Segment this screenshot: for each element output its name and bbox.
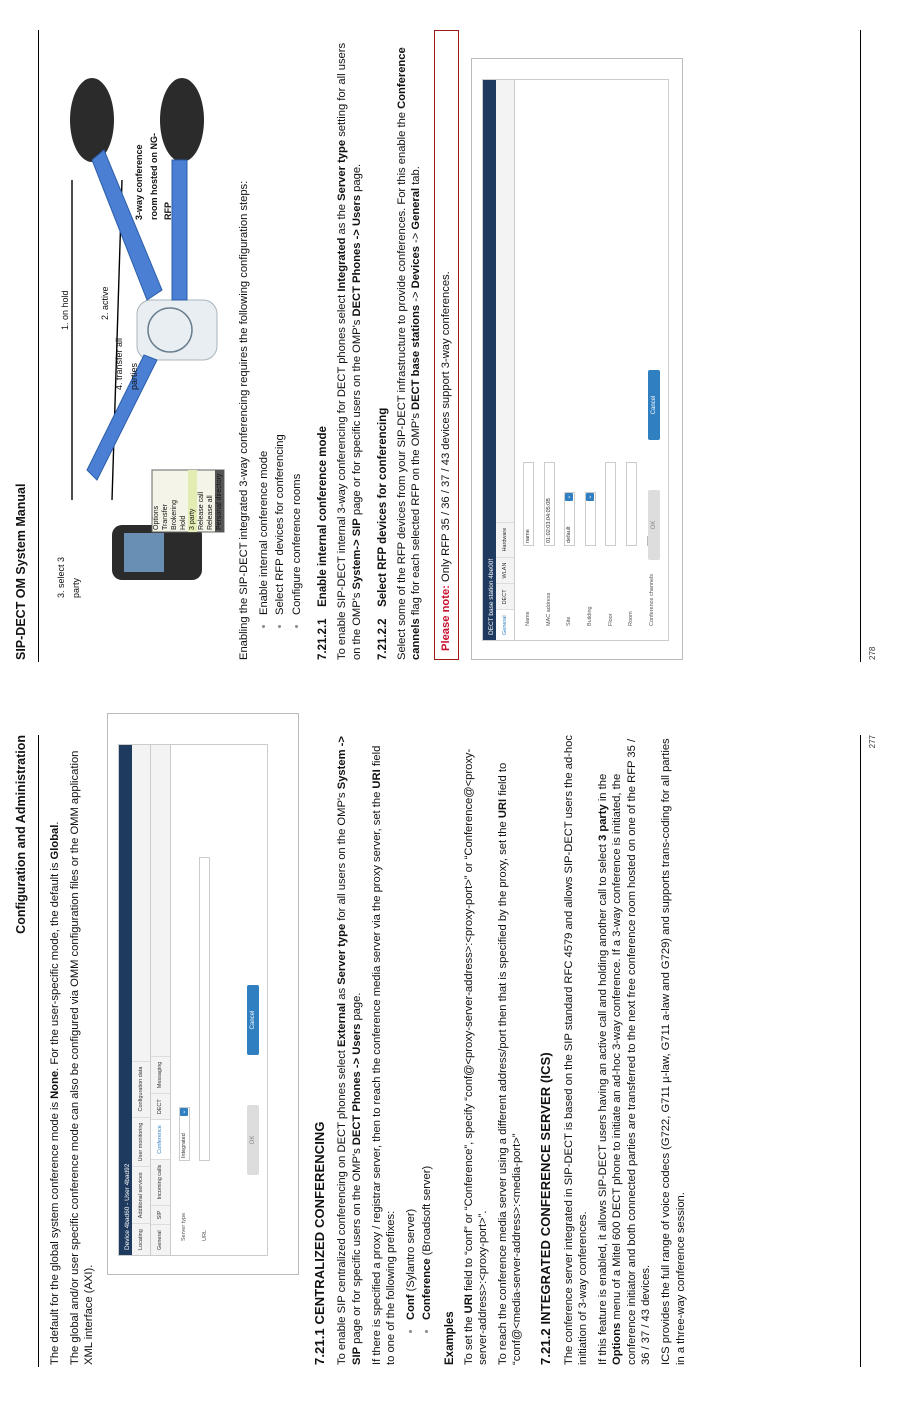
tabs-row-1 [132, 745, 152, 1255]
chevron-down-icon: ⌄ [566, 494, 573, 500]
mac-address-input[interactable]: 01:02:03:04:05:0B [544, 462, 555, 546]
centralized-para-2: If there is specified a proxy / registrar server, then to reach the conference media server via the proxy server, set the URI field to one of the following prefixes: [370, 745, 398, 1365]
example-1: To set the URI field to “conf” or “Conference”, specify “conf@<proxy-server-address>:<proxy-port>” or “Conference@<proxy-server-address>:<proxy-port>”. [462, 748, 490, 1365]
centralized-para-1: To enable SIP centralized conferencing on DECT phones select External as Server type for all users on the OMP's System -> SIP page or for specific users on the OMP's DECT Phones -> Users page. [336, 736, 363, 1365]
screenshot-window [118, 744, 268, 1256]
page-header: SIP-DECT OM System Manual [14, 483, 28, 660]
tab-configuration-data[interactable]: Configuration data [132, 1061, 151, 1117]
screenshot-title: Device 4bad60 - User 4bad92 [119, 745, 132, 1255]
building-select[interactable] [585, 492, 596, 546]
room-input[interactable] [626, 462, 637, 546]
please-note-box [434, 30, 459, 660]
cancel-button[interactable]: Cancel [247, 985, 259, 1055]
menu-softkeys-labels: OK ESC [225, 470, 232, 530]
server-type-row [177, 745, 192, 1241]
list-item: • Configure conference rooms [290, 30, 305, 615]
name-input[interactable]: name [523, 462, 534, 546]
prefix-list [404, 735, 435, 1365]
server-type-select[interactable]: Integrated ⌄ [179, 1107, 190, 1161]
note-text: Only RFP 35 / 36 / 37 / 43 devices support 3-way conferences. [439, 271, 452, 586]
section-heading-7-21-2-1: 7.21.2.1 Enable internal conference mode [317, 426, 330, 660]
intro-paragraph: Enabling the SIP-DECT integrated 3-way conferencing requires the following configuration steps: [238, 180, 250, 660]
cancel-button[interactable]: Cancel [648, 370, 660, 440]
floor-input[interactable] [605, 462, 616, 546]
url-row [198, 745, 213, 1241]
page-277 [0, 705, 901, 1407]
dialog-buttons [247, 985, 259, 1175]
ics-para-1: The conference server integrated in SIP-DECT is based on the SIP standard RFC 4579 and allows SIP-DECT users the ad-hoc initiation of 3-way conferences. [562, 735, 590, 1365]
menu-item: Transfer [162, 504, 169, 530]
menu-item: Personal directory [216, 473, 223, 530]
form-row: Floor [604, 80, 619, 626]
conf-room-label: 3-way conference room hosted on NG-RFP [134, 133, 174, 220]
list-item: • Enable internal conference mode [257, 30, 272, 615]
examples-heading: Examples [443, 1311, 456, 1365]
page-number: 277 [868, 735, 877, 749]
menu-item: Release all [207, 495, 214, 530]
ok-button[interactable]: OK [247, 1105, 259, 1175]
footer-rule [860, 30, 861, 662]
header-rule [38, 30, 39, 662]
page-header: Configuration and Administration [14, 735, 28, 934]
example-2: To reach the conference media server using a different address/port then that is specified by the proxy, set the URI field to “conf@<media-server-address>:<media-port>” [496, 762, 524, 1365]
url-input[interactable] [199, 857, 210, 1161]
tab-conference[interactable]: Conference [151, 1119, 170, 1158]
intro-paragraph: The default for the global system conference mode is None. For the user-specific mode, the default is Global. [49, 821, 61, 1365]
options-menu [152, 470, 233, 530]
tab-general[interactable]: General [151, 1224, 170, 1255]
conference-flow-diagram [52, 30, 232, 660]
active-label: 2. active [100, 286, 110, 320]
base-station-screenshot [471, 58, 683, 660]
section-heading-7-21-2-2: 7.21.2.2 Select RFP devices for conferencing [377, 407, 390, 660]
tab-incoming-calls[interactable]: Incoming calls [151, 1159, 170, 1205]
menu-item: 3 party [189, 508, 196, 530]
list-item: • Select RFP devices for conferencing [273, 30, 288, 615]
steps-list [257, 30, 305, 660]
menu-item: Hold [180, 515, 187, 530]
url-label: URL [201, 1229, 208, 1241]
ics-para-2: If this feature is enabled, it allows SIP-DECT users having an active call and holding another call to select 3 party in the Options menu of a Mitel 600 DECT phone to initiate an ad-hoc 3-way conference. If a 3-way conference is initiated, the conference initiator and both connected parties are transferred to the next free conference room hosted on one of the RFP 35 / 36 / 37 / 43 devices. [596, 738, 653, 1365]
tab-user-monitoring[interactable]: User monitoring [132, 1117, 151, 1167]
oam-paragraph: The global and/or user specific conference mode can also be configured via OMM configuration files or the OMM application XML interface (AXI). [68, 750, 96, 1365]
tab-wlan[interactable]: WLAN [496, 557, 515, 584]
menu-item: Release call [198, 491, 205, 530]
menu-item: Options [153, 505, 160, 530]
handset-screen-icon [124, 533, 164, 572]
on-hold-label: 1. on hold [60, 290, 70, 330]
transfer-label: 4. transfer all parties [114, 337, 139, 390]
list-item: • Conf (Sylantro server) [404, 735, 419, 1320]
form-row: Building ⌄ [583, 80, 598, 626]
tab-hardware[interactable]: Hardware [496, 522, 515, 557]
chevron-down-icon: ⌄ [180, 1109, 187, 1115]
header-rule [38, 735, 39, 1367]
form-row: Room [624, 80, 639, 626]
chevron-down-icon: ⌄ [586, 494, 593, 500]
tab-dect[interactable]: DECT [496, 583, 515, 609]
page-body [48, 735, 693, 1365]
tab-general[interactable]: General [496, 609, 515, 640]
desk-phone-1-icon [70, 78, 114, 162]
tabs-row [496, 80, 516, 640]
dialog-buttons [648, 370, 660, 560]
tabs-row-2 [151, 745, 171, 1255]
tab-messaging[interactable]: Messaging [151, 1056, 170, 1094]
select-party-label: 3. select 3 party [56, 556, 81, 598]
tab-additional-services[interactable]: Additional services [132, 1166, 151, 1223]
list-item: • Conference (Broadsoft server) [420, 735, 435, 1320]
form-row: Name name [521, 80, 536, 626]
screenshot-window [482, 79, 669, 641]
ics-para-3: ICS provides the full range of voice codecs (G722, G711 µ-law, G711 a-law and G729) and supports trans-coding for all parties in a three-way conference session. [660, 738, 687, 1365]
site-select[interactable]: default ⌄ [564, 492, 575, 546]
section-heading-7-21-2: 7.21.2 INTEGRATED CONFERENCE SERVER (ICS) [537, 1052, 553, 1365]
screenshot-title: DECT base station 4be00f [483, 80, 496, 640]
ok-button[interactable]: OK [648, 490, 660, 560]
menu-item: Brokering [171, 500, 178, 530]
note-label: Please note: [439, 585, 452, 651]
page-number: 278 [868, 646, 877, 660]
enable-mode-paragraph: To enable SIP-DECT internal 3-way conferencing for DECT phones select Integrated as the Server type setting for all users on the OMP's System-> SIP page or for specific users on the OMP's DECT Phones -> Users page. [335, 42, 363, 660]
conference-settings-screenshot [107, 713, 299, 1275]
form-row: MAC address 01:02:03:04:05:0B [542, 80, 557, 626]
tab-locating[interactable]: Locating [132, 1223, 151, 1255]
form-row: Site default ⌄ [562, 80, 577, 626]
select-rfp-paragraph: Select some of the RFP devices from your SIP-DECT infrastructure to provide conferences. For this enable the Conference cannels flag for each selected RFP on the OMP's DECT base stations -> Devices -> General tab. [395, 47, 423, 660]
server-type-label: Server type [180, 1212, 187, 1241]
page-body [48, 30, 683, 660]
tab-sip[interactable]: SIP [151, 1205, 170, 1225]
form-row: Conference channels [645, 80, 660, 626]
footer-rule [860, 735, 861, 1367]
section-heading-7-21-1: 7.21.1 CENTRALIZED CONFERENCING [311, 1121, 327, 1365]
tab-dect[interactable]: DECT [151, 1093, 170, 1119]
page-278 [0, 0, 901, 702]
